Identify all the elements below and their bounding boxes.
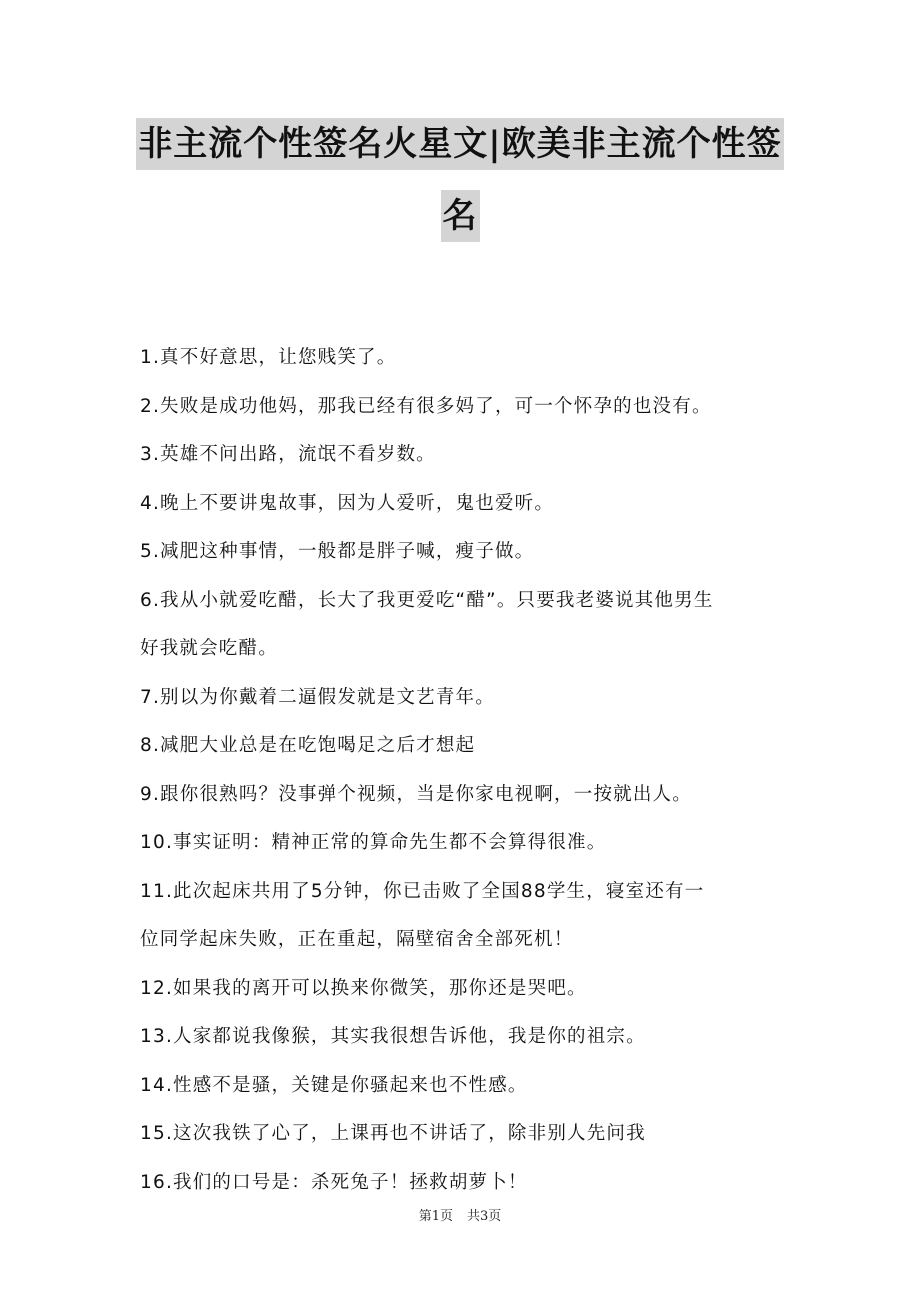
list-item: 16.我们的口号是：杀死兔子！拯救胡萝卜！ xyxy=(140,1171,528,1193)
list-item: 3.英雄不问出路，流氓不看岁数。 xyxy=(140,444,436,465)
list-item: 15.这次我铁了心了，上课再也不讲话了，除非别人先问我 xyxy=(140,1123,646,1144)
list-item: 1.真不好意思，让您贱笑了。 xyxy=(140,347,397,368)
list-item: 6.我从小就爱吃醋，长大了我更爱吃“醋”。只要我老婆说其他男生 xyxy=(140,589,714,611)
page-number: 第1页 xyxy=(418,1209,453,1224)
list-item: 12.如果我的离开可以换来你微笑，那你还是哭吧。 xyxy=(140,977,587,999)
list-item: 10.事实证明：精神正常的算命先生都不会算得很准。 xyxy=(140,832,607,853)
list-item: 8.减肥大业总是在吃饱喝足之后才想起 xyxy=(140,735,476,756)
list-item: 5.减肥这种事情，一般都是胖子喊，瘦子做。 xyxy=(140,541,535,562)
list-item-continuation: 好我就会吃醋。 xyxy=(140,638,278,659)
document-title xyxy=(0,118,920,242)
list-item: 2.失败是成功他妈，那我已经有很多妈了，可一个怀孕的也没有。 xyxy=(140,395,712,417)
list-item-continuation: 位同学起床失败，正在重起，隔壁宿舍全部死机！ xyxy=(140,929,574,950)
list-item: 13.人家都说我像猴，其实我很想告诉他，我是你的祖宗。 xyxy=(140,1026,646,1047)
title-line-1: 非主流个性签名火星文|欧美非主流个性签 xyxy=(136,118,783,170)
signature-list xyxy=(140,334,790,1207)
page-total: 共3页 xyxy=(467,1209,502,1224)
list-item: 7.别以为你戴着二逼假发就是文艺青年。 xyxy=(140,686,495,708)
list-item: 4.晚上不要讲鬼故事，因为人爱听，鬼也爱听。 xyxy=(140,492,555,514)
page-footer xyxy=(0,1205,920,1224)
list-item: 11.此次起床共用了5分钟，你已击败了全国88学生，寝室还有一 xyxy=(140,880,705,902)
title-line-2: 名 xyxy=(441,190,480,242)
list-item: 14.性感不是骚，关键是你骚起来也不性感。 xyxy=(140,1074,528,1096)
list-item: 9.跟你很熟吗？没事弹个视频，当是你家电视啊，一按就出人。 xyxy=(140,783,692,805)
